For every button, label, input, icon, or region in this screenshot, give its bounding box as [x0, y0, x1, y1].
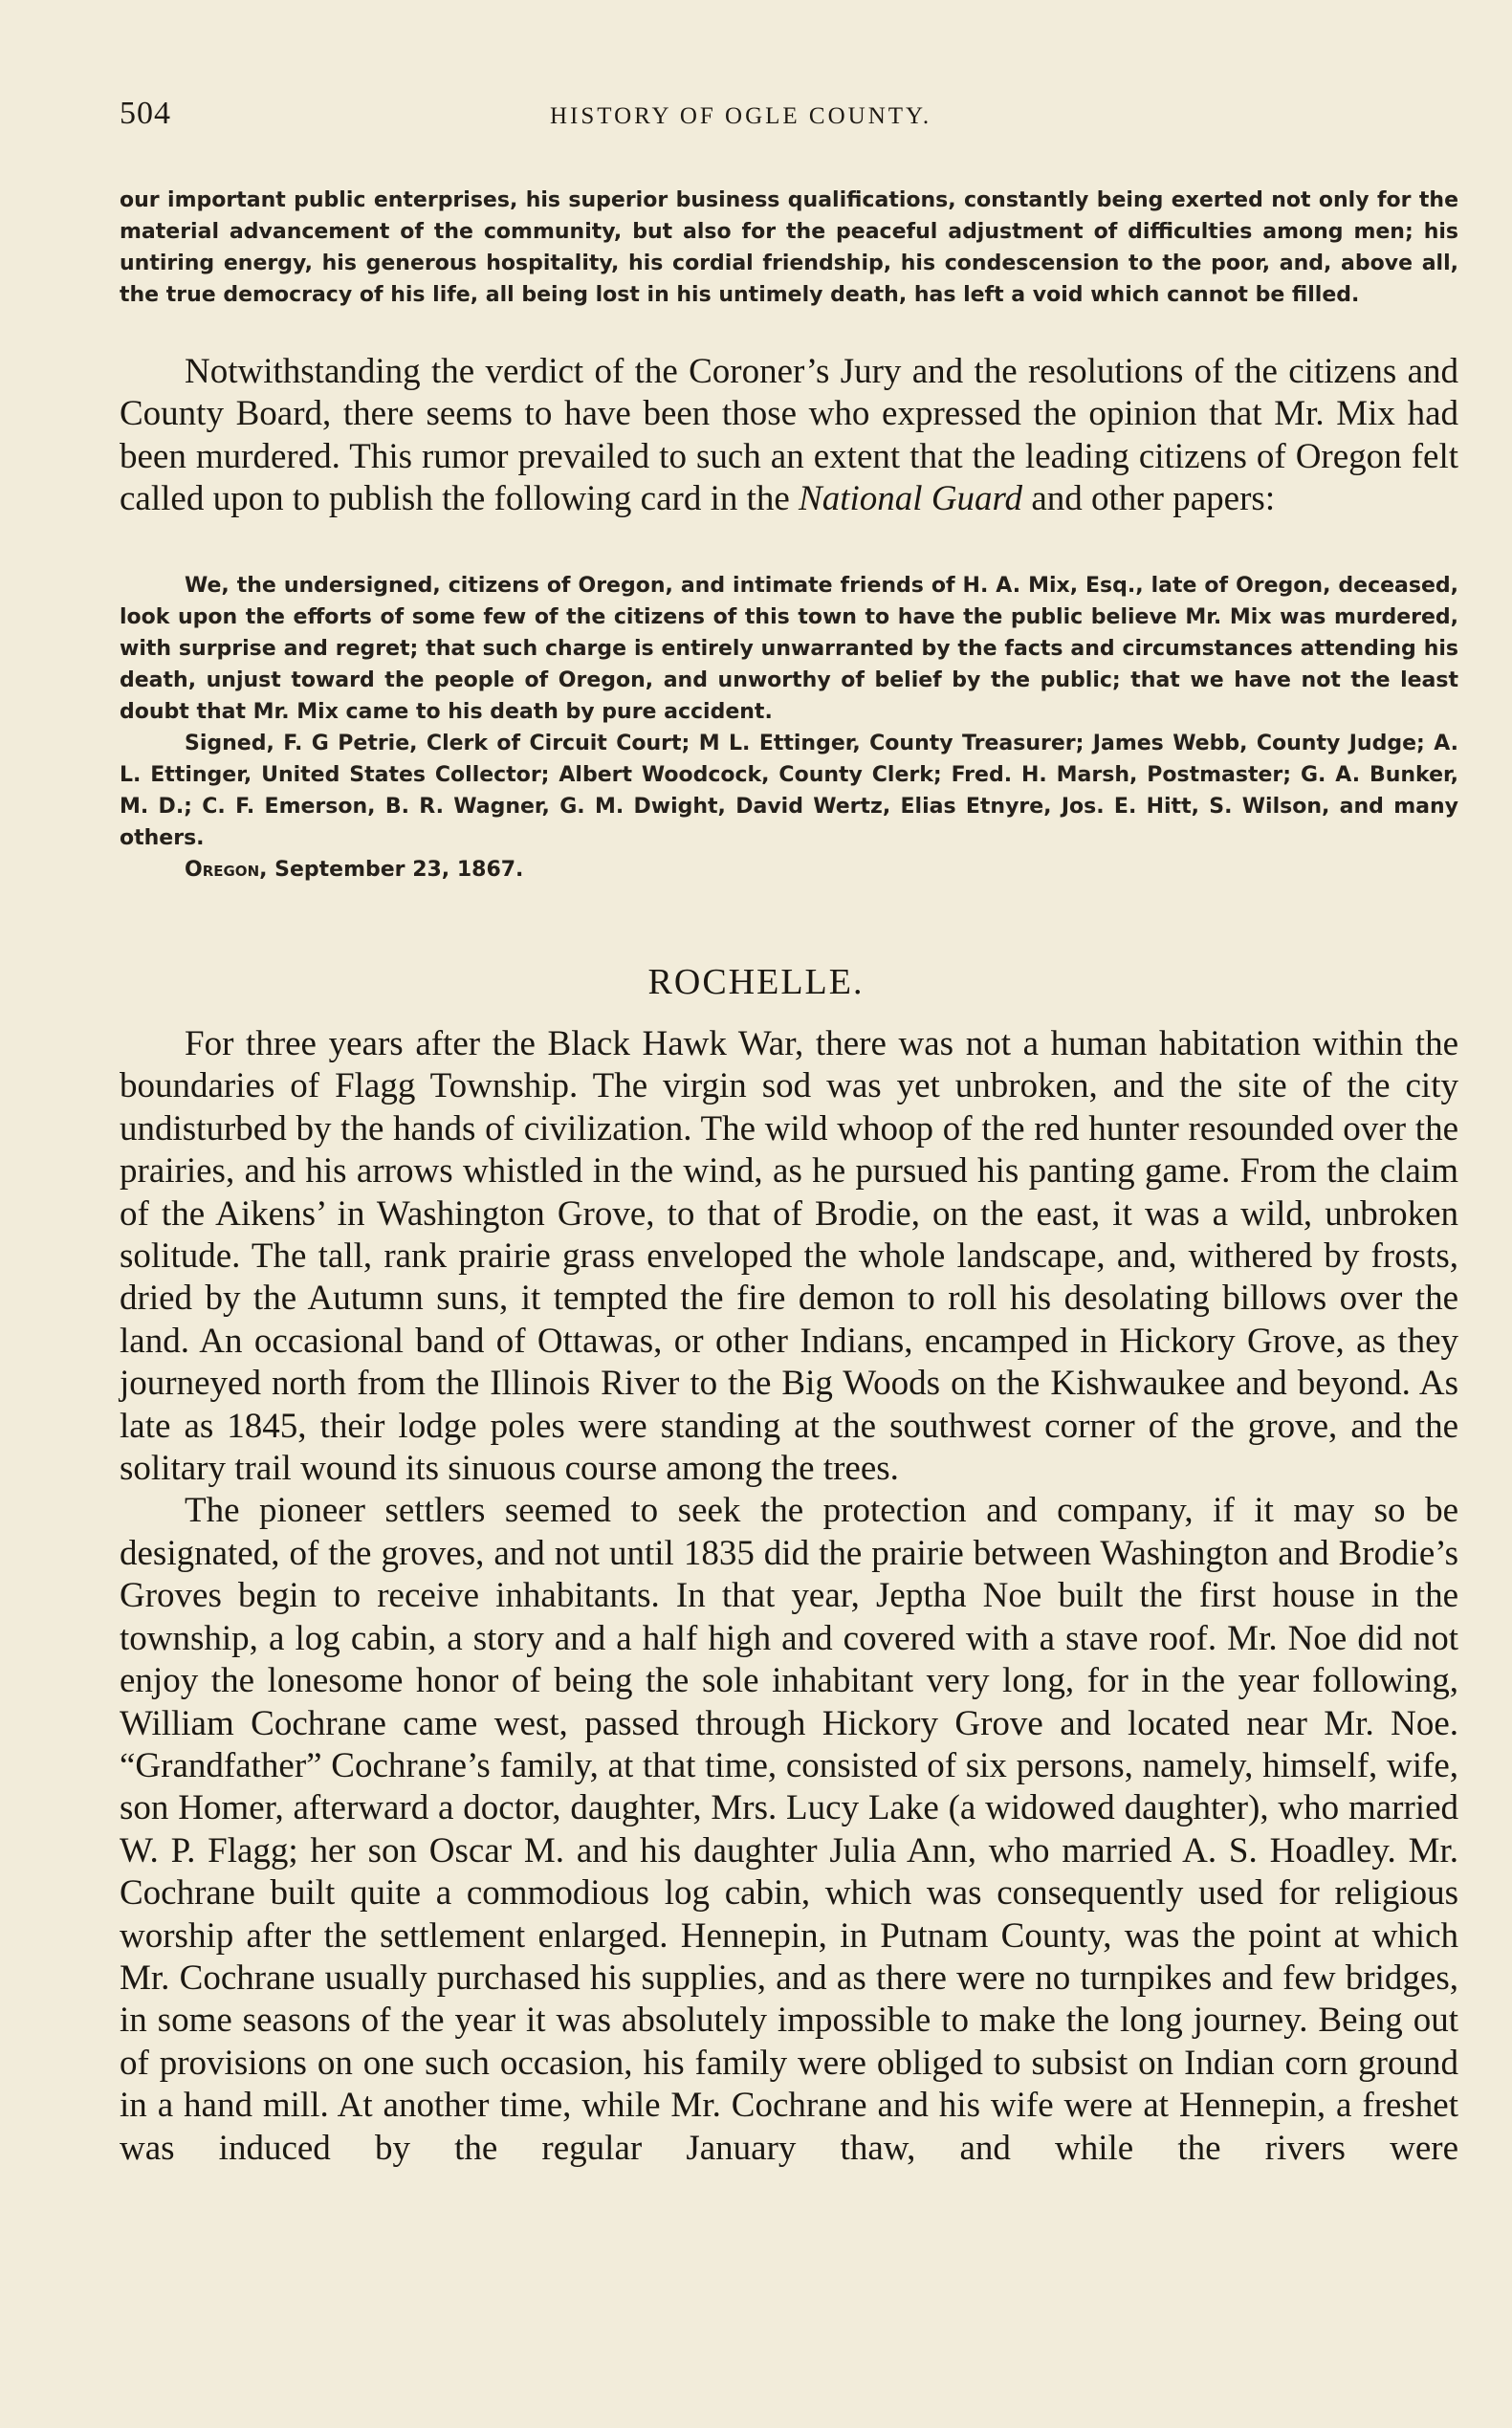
page-header	[120, 96, 1458, 143]
published-card	[120, 570, 1458, 886]
card-place: Oregon	[185, 858, 260, 882]
newspaper-name: National Guard	[799, 479, 1023, 519]
page-number: 504	[120, 96, 171, 131]
rochelle-paragraph-2: The pioneer settlers seemed to seek the protection and company, if it may so be designated, of the groves, and not until 1835 did the prairie between Washington and Brodie’s Groves begin to receive inhabitants. In that year, Jeptha Noe built the first house in the township, a log cabin, a story and a half high and covered with a stave roof. Mr. Noe did not enjoy the lonesome honor of being the sole inhabitant very long, for in the year following, William Cochrane came west, passed through Hickory Grove and located near Mr. Noe. “Grandfather” Cochrane’s family, at that time, consisted of six persons, namely, himself, wife, son Homer, afterward a doctor, daughter, Mrs. Lucy Lake (a widowed daughter), who married W. P. Flagg; her son Oscar M. and his daughter Julia Ann, who married A. S. Hoadley. Mr. Cochrane built quite a commodious log cabin, which was consequently used for religious worship after the settlement enlarged. Hennepin, in Putnam County, was the point at which Mr. Cochrane usually purchased his supplies, and as there were no turnpikes and few bridges, in some seasons of the year it was absolutely impossible to make the long journey. Being out of provisions on one such occasion, his family were obliged to subsist on Indian corn ground in a hand mill. At another time, while Mr. Cochrane and his wife were at Hennepin, a freshet was induced by the regular January thaw, and while the rivers were	[120, 1491, 1458, 2168]
card-dateline	[120, 854, 1458, 886]
rochelle-section-body	[120, 1023, 1458, 2170]
card-statement: We, the undersigned, citizens of Oregon, and intimate friends of H. A. Mix, Esq., late of Oregon, deceased, look upon the efforts of some few of the citizens of this town to have the public believe Mr. Mix was murdered, with surprise and regret; that such charge is entirely unwarranted by the facts and circumstances attending his death, unjust toward the people of Oregon, and unworthy of belief by the public; that we have not the least doubt that Mr. Mix came to his death by pure accident.	[120, 574, 1458, 724]
card-signatures: Signed, F. G Petrie, Clerk of Circuit Court; M L. Ettinger, County Treasurer; James Webb, County Judge; A. L. Ettinger, United States Collector; Albert Woodcock, County Clerk; Fred. H. Marsh, Postmaster; G. A. Bunker, M. D.; C. F. Emerson, B. R. Wagner, G. M. Dwight, David Wertz, Elias Etnyre, Jos. E. Hitt, S. Wilson, and many others.	[120, 732, 1458, 850]
rumor-text-before: Notwithstanding the verdict of the Coroner’s Jury and the resolutions of the citizens and County Board, there seems to have been those who expressed the opinion that Mr. Mix had been murdered. This rumor prevailed to such an extent that the leading citizens of Oregon felt called upon to publish the following card in the	[120, 352, 1458, 519]
section-heading: ROCHELLE.	[647, 962, 865, 1002]
running-head: HISTORY OF OGLE COUNTY.	[550, 103, 932, 129]
card-date: , September 23, 1867.	[259, 858, 524, 882]
intro-paragraph: our important public enterprises, his superior business qualifications, constantly being exerted not only for the material advancement of the community, but also for the peaceful adjustment of difficulties among men; his untiring energy, his generous hospitality, his cordial friendship, his condescension to the poor, and, above all, the true democracy of his life, all being lost in his untimely death, has left a void which cannot be filled.	[120, 188, 1458, 307]
rochelle-paragraph-1: For three years after the Black Hawk War, there was not a human habitation within the boundaries of Flagg Township. The virgin sod was yet unbroken, and the site of the city undisturbed by the hands of civilization. The wild whoop of the red hunter resounded over the prairies, and his arrows whistled in the wind, as he pursued his panting game. From the claim of the Aikens’ in Washington Grove, to that of Brodie, on the east, it was a wild, unbroken solitude. The tall, rank prairie grass enveloped the whole landscape, and, withered by frosts, dried by the Autumn suns, it tempted the fire demon to roll his desolating billows over the land. An occasional band of Ottawas, or other Indians, encamped in Hickory Grove, as they journeyed north from the Illinois River to the Big Woods on the Kishwaukee and beyond. As late as 1845, their lodge poles were standing at the southwest corner of the grove, and the solitary trail wound its sinuous course among the trees.	[120, 1024, 1458, 1489]
rumor-paragraph	[120, 351, 1458, 521]
rumor-text-after: and other papers:	[1022, 479, 1276, 519]
